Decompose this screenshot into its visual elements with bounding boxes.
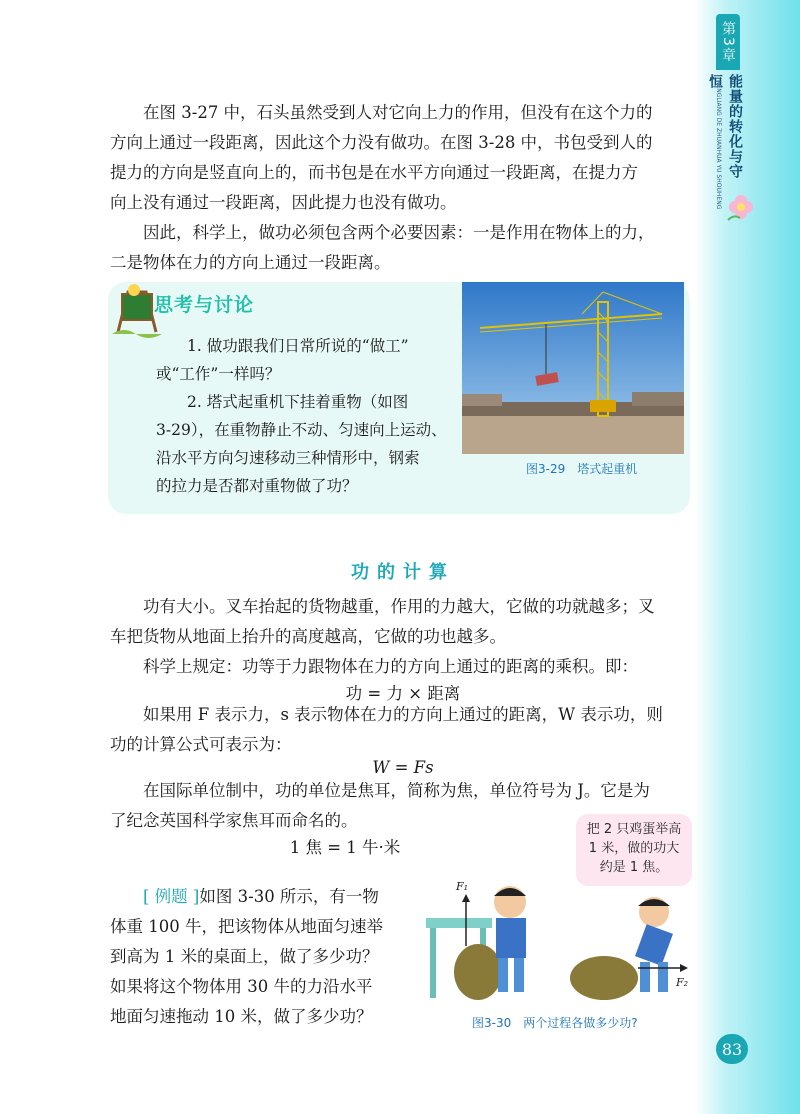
think-discuss-title: 思考与讨论 <box>154 294 255 316</box>
question-1: 1. 做功跟我们日常所说的“做工” 或“工作”一样吗？ <box>156 337 409 383</box>
question-2: 2. 塔式起重机下挂着重物（如图 3-29），在重物静止不动、匀速向上运动、 沿水平方向匀速移动三种情形中，钢索 的拉力是否都对重物做了功？ <box>156 393 447 495</box>
formula-words: 功 = 力 × 距离 <box>345 684 461 703</box>
chapter-sidebar <box>694 0 800 1114</box>
side-note: 把 2 只鸡蛋举高 1 米，做的功大约是 1 焦。 <box>576 814 692 886</box>
figure-caption-3-29: 图3-29 塔式起重机 <box>526 462 638 476</box>
paragraph-1: 在图 3-27 中，石头虽然受到人对它向上力的作用，但没有在这个力的 方向上通过一段距离，因此这个力没有做功。在图 3-28 中，书包受到人的 提力的方向是竖直向上的，而书包是在水平方向通过一段距离，在提力方 向上没有通过一段距离，因此提力也没有做功。 <box>110 103 653 212</box>
example-label: [ 例题 ] <box>143 887 200 906</box>
section-paragraph-1: 功有大小。叉车抬起的货物越重，作用的力越大，它做的功就越多；叉 车把货物从地面上抬升的高度越高，它做的功也越多。 <box>110 597 655 646</box>
flower-icon <box>724 190 758 224</box>
work-illustration <box>418 876 694 1010</box>
page-number: 83 <box>716 1034 748 1064</box>
section-paragraph-4: 在国际单位制中，功的单位是焦耳，简称为焦，单位符号为 J。它是为 了纪念英国科学家焦耳而命名的。 <box>110 781 650 830</box>
force-label-f1: F₁ <box>456 880 469 893</box>
section-paragraph-3: 如果用 F 表示力，s 表示物体在力的方向上通过的距离，W 表示功，则 功的计算公式可表示为： <box>110 705 663 754</box>
chapter-title: 能量的转化与守恒 <box>707 74 743 179</box>
figure-caption-3-30: 图3-30 两个过程各做多少功? <box>472 1016 638 1030</box>
formula-symbols: W = Fs <box>372 758 434 777</box>
chapter-pinyin: NENGLIANG DE ZHUANHUA YU SHOUHENG <box>715 80 722 210</box>
section-paragraph-2: 科学上规定：功等于力跟物体在力的方向上通过的距离的乘积。即： <box>143 657 638 676</box>
section-title: 功的计算 <box>351 562 455 583</box>
tower-crane-photo <box>462 282 684 454</box>
paragraph-2: 因此，科学上，做功必须包含两个必要因素：一是作用在物体上的力， 二是物体在力的方向上通过一段距离。 <box>110 223 655 272</box>
example-paragraph: [ 例题 ]如图 3-30 所示，有一物 体重 100 牛，把该物体从地面匀速举 到高为 1 米的桌面上，做了多少功？ 如果将这个物体用 30 牛的力沿水平 地面匀速拖动 10 米，做了多少功？ <box>110 887 383 1026</box>
chapter-tab: 第3章 <box>716 14 740 70</box>
force-label-f2: F₂ <box>676 976 689 989</box>
formula-unit: 1 焦 = 1 牛·米 <box>289 838 401 857</box>
